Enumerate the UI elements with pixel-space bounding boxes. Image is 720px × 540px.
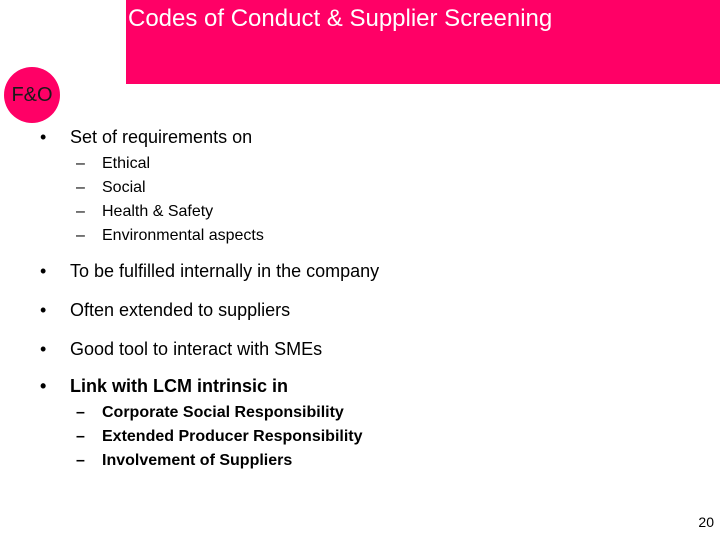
sub-dash: –: [76, 404, 85, 421]
sub-text: Environmental aspects: [102, 227, 264, 244]
title-bar: [126, 0, 720, 84]
sub-text: Corporate Social Responsibility: [102, 404, 344, 421]
bullet-text: Set of requirements on: [70, 127, 253, 147]
sub-dash: –: [76, 227, 85, 244]
sub-dash: –: [76, 155, 85, 172]
logo: [4, 67, 60, 123]
sub-text: Health & Safety: [102, 203, 214, 220]
bullet-text: Often extended to suppliers: [70, 300, 291, 320]
sub-dash: –: [76, 203, 85, 220]
bullet-dot: •: [40, 261, 47, 281]
sub-text: Extended Producer Responsibility: [102, 428, 363, 445]
bullet-dot: •: [40, 127, 47, 147]
sub-dash: –: [76, 452, 85, 469]
bullet-dot: •: [40, 339, 47, 359]
sub-text: Social: [102, 179, 146, 196]
logo-text: F&O: [11, 84, 53, 106]
sub-text: Ethical: [102, 155, 151, 172]
bullet-text: Link with LCM intrinsic in: [70, 376, 288, 396]
slide-title: Codes of Conduct & Supplier Screening: [128, 5, 553, 32]
sub-dash: –: [76, 179, 85, 196]
bullet-dot: •: [40, 300, 47, 320]
page-number: 20: [698, 514, 714, 530]
sub-text: Involvement of Suppliers: [102, 452, 293, 469]
bullet-text: Good tool to interact with SMEs: [70, 339, 323, 359]
bullet-dot: •: [40, 376, 47, 396]
sub-dash: –: [76, 428, 85, 445]
bullet-text: To be fulfilled internally in the company: [70, 261, 380, 281]
